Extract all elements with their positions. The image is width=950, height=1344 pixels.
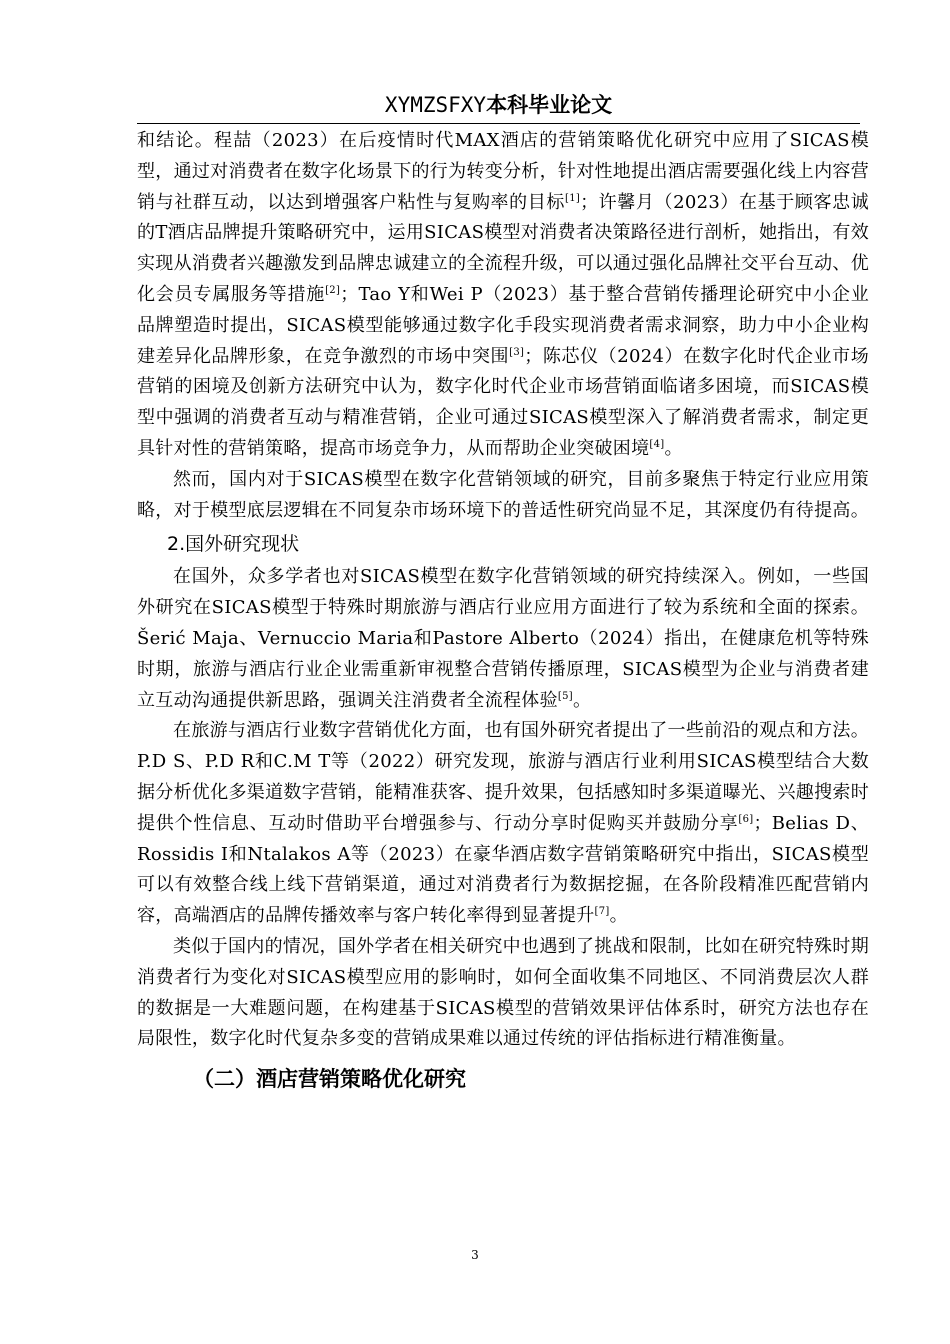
citation-ref-2: [2] (325, 284, 341, 296)
section-heading-hotel-marketing: （二）酒店营销策略优化研究 (193, 1067, 466, 1092)
paragraph-text: 。 (664, 437, 683, 459)
paragraph-text: 在国外，众多学者也对SICAS模型在数字化营销领域的研究持续深入。例如，一些国外研究在SICAS模型于特殊时期旅游与酒店行业应用方面进行了较为系统和全面的探索。Šerić Maja、Vernuccio Maria和Pastore Alberto（2024）指出，在健康危机等特殊时期，旅游与酒店行业企业需重新审视整合营销传播原理，SICAS模型为企业与消费者建立互动沟通提供新思路，强调关注消费者全流程体验 (137, 566, 869, 711)
citation-ref-7: [7] (594, 906, 610, 918)
citation-ref-1: [1] (565, 192, 581, 204)
citation-ref-4: [4] (649, 438, 665, 450)
citation-ref-6: [6] (738, 813, 754, 825)
paragraph-text: ；陈芯仪（2024）在数字化时代企业市场营销的困境及创新方法研究中认为，数字化时代企业市场营销面临诸多困境，而SICAS模型中强调的消费者互动与精准营销，企业可通过SICAS模型深入了解消费者需求，制定更具针对性的营销策略，提高市场竞争力，从而帮助企业突破困境 (137, 345, 869, 459)
paragraph-text: 在旅游与酒店行业数字营销优化方面，也有国外研究者提出了一些前沿的观点和方法。P.D S、P.D R和C.M T等（2022）研究发现，旅游与酒店行业利用SICAS模型结合大数据分析优化多渠道数字营销，能精准获客、提升效果，包括感知时多渠道曝光、兴趣搜索时提供个性信息、互动时借助平台增强参与、行动分享时促购买并鼓励分享 (137, 720, 869, 834)
paragraph-foreign-intro (137, 562, 869, 716)
paragraph-foreign-digital-marketing (137, 716, 869, 932)
page-body (137, 126, 869, 1097)
header-latin-title: XYMZSFXY (384, 93, 487, 117)
page-number: 3 (471, 1248, 479, 1262)
subheading-foreign-research: 2.国外研究现状 (167, 533, 300, 556)
paragraph-text: ；许馨月（2023）在基于顾客忠诚的T酒店品牌提升策略研究中，运用SICAS模型对消费者决策路径进行剖析，她指出，有效实现从消费者兴趣激发到品牌忠诚建立的全流程升级，可以通过强化品牌社交平台互动、优化会员专属服务等措施 (137, 191, 869, 305)
citation-ref-3: [3] (509, 346, 525, 358)
paragraph-text: 和结论。程喆（2023）在后疫情时代MAX酒店的营销策略优化研究中应用了SICAS模型，通过对消费者在数字化场景下的行为转变分析，针对性地提出酒店需要强化线上内容营销与社群互动，以达到增强客户粘性与复购率的目标 (137, 130, 869, 213)
paragraph-text: 。 (609, 905, 628, 927)
paragraph-domestic-research (137, 126, 869, 465)
page-header (137, 88, 860, 124)
paragraph-text: ；Tao Y和Wei P（2023）基于整合营销传播理论研究中小企业品牌塑造时提出，SICAS模型能够通过数字化手段实现消费者需求洞察，助力中小企业构建差异化品牌形象，在竞争激烈的市场中突围 (137, 283, 869, 367)
paragraph-domestic-summary: 然而，国内对于SICAS模型在数字化营销领域的研究，目前多聚焦于特定行业应用策略，对于模型底层逻辑在不同复杂市场环境下的普适性研究尚显不足，其深度仍有待提高。 (137, 468, 869, 521)
paragraph-text: 。 (572, 689, 592, 711)
paragraph-text: ；Belias D、Rossidis I和Ntalakos A等（2023）在豪华酒店数字营销策略研究中指出，SICAS模型可以有效整合线上线下营销渠道，通过对消费者行为数据挖掘，在各阶段精准匹配营销内容，高端酒店的品牌传播效率与客户转化率得到显著提升 (137, 812, 869, 927)
header-thesis-label: 本科毕业论文 (486, 93, 613, 117)
citation-ref-5: [5] (557, 690, 573, 702)
paragraph-foreign-challenges: 类似于国内的情况，国外学者在相关研究中也遇到了挑战和限制，比如在研究特殊时期消费者行为变化对SICAS模型应用的影响时，如何全面收集不同地区、不同消费层次人群的数据是一大难题问题，在构建基于SICAS模型的营销效果评估体系时，研究方法也存在局限性，数字化时代复杂多变的营销成果难以通过传统的评估指标进行精准衡量。 (137, 935, 869, 1050)
